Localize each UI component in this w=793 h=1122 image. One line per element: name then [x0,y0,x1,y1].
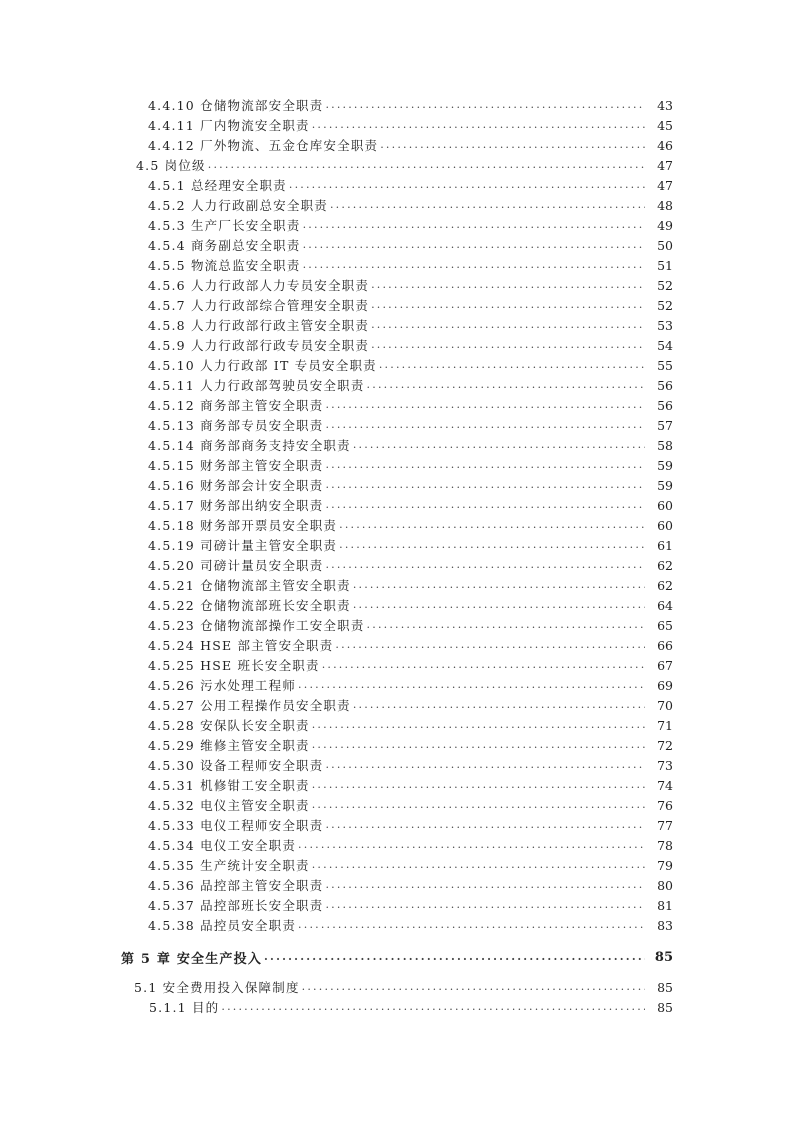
toc-entry-page: 83 [657,917,673,933]
toc-entry[interactable] [0,675,673,695]
toc-entry[interactable] [0,255,673,275]
table-of-contents [0,95,793,1017]
toc-entry[interactable] [0,415,673,435]
toc-leader-dots [208,155,645,175]
toc-leader-dots [221,997,645,1017]
toc-entry[interactable] [0,135,673,155]
toc-leader-dots [325,895,645,915]
toc-leader-dots [325,875,645,895]
toc-entry-label: 4.4.11 厂内物流安全职责 [148,118,310,133]
toc-leader-dots [298,915,645,935]
toc-leader-dots [325,95,645,115]
toc-leader-dots [325,455,645,475]
toc-entry[interactable] [0,855,673,875]
toc-entry-page: 60 [657,517,673,533]
toc-entry-label: 4.5.37 品控部班长安全职责 [148,898,324,913]
toc-entry-label: 4.5.2 人力行政副总安全职责 [148,198,328,213]
toc-leader-dots [312,115,645,135]
toc-leader-dots [325,475,645,495]
toc-section-label: 5.1 安全费用投入保障制度 [134,980,300,995]
toc-entry-label: 4.5.17 财务部出纳安全职责 [148,498,324,513]
toc-leader-dots [303,235,645,255]
toc-subsection-label: 5.1.1 目的 [149,1000,220,1015]
toc-entry-page: 51 [657,257,673,273]
toc-entry-page: 57 [657,417,673,433]
toc-entry-page: 52 [657,297,673,313]
toc-entry[interactable] [0,635,673,655]
toc-entry-label: 4.5.12 商务部主管安全职责 [148,398,324,413]
toc-entry-page: 54 [657,337,673,353]
toc-entry-page: 46 [657,137,673,153]
toc-entry[interactable] [0,915,673,935]
toc-leader-dots [289,175,645,195]
toc-leader-dots [339,535,645,555]
toc-entry[interactable] [0,155,673,175]
toc-section-page: 85 [657,979,673,995]
toc-entry-page: 73 [657,757,673,773]
toc-leader-dots [325,815,645,835]
toc-entry-page: 60 [657,497,673,513]
toc-leader-dots [322,655,645,675]
toc-entry-label: 4.5.9 人力行政部行政专员安全职责 [148,338,370,353]
toc-entry-page: 70 [657,697,673,713]
toc-entry-page: 62 [657,557,673,573]
toc-entry-label: 4.5.22 仓储物流部班长安全职责 [148,598,351,613]
toc-entry-page: 77 [657,817,673,833]
toc-entry-page: 61 [657,537,673,553]
toc-entry[interactable] [0,275,673,295]
toc-leader-dots [303,255,645,275]
toc-entry-page: 74 [657,777,673,793]
toc-entry-page: 48 [657,197,673,213]
toc-entry[interactable] [0,515,673,535]
toc-entry-label: 4.5.4 商务副总安全职责 [148,238,301,253]
toc-chapter-label: 第 5 章 安全生产投入 [121,951,263,967]
toc-entry-label: 4.5.35 生产统计安全职责 [148,858,310,873]
toc-entry[interactable] [0,595,673,615]
toc-leader-dots [312,775,645,795]
toc-entry-label: 4.5.5 物流总监安全职责 [148,258,301,273]
toc-entry-page: 56 [657,397,673,413]
toc-entry-page: 64 [657,597,673,613]
toc-entry-label: 4.5.38 品控员安全职责 [148,918,297,933]
toc-leader-dots [325,415,645,435]
toc-entry-label: 4.5.29 维修主管安全职责 [148,738,310,753]
toc-leader-dots [325,555,645,575]
toc-entry-page: 80 [657,877,673,893]
toc-entry-label: 4.5.3 生产厂长安全职责 [148,218,301,233]
toc-leader-dots [312,735,645,755]
toc-entry-label: 4.5.8 人力行政部行政主管安全职责 [148,318,370,333]
toc-entry-label: 4.5.23 仓储物流部操作工安全职责 [148,618,365,633]
toc-subsection-entry[interactable] [0,997,673,1017]
toc-entry-label: 4.5.26 污水处理工程师 [148,678,297,693]
toc-entry-page: 72 [657,737,673,753]
toc-entry-label: 4.5.6 人力行政部人力专员安全职责 [148,278,370,293]
toc-leader-dots [325,755,645,775]
toc-entry[interactable] [0,195,673,215]
toc-entry[interactable] [0,115,673,135]
toc-entry-page: 65 [657,617,673,633]
toc-entry[interactable] [0,475,673,495]
toc-entry-label: 4.5.32 电仪主管安全职责 [148,798,310,813]
toc-entry-label: 4.5.28 安保队长安全职责 [148,718,310,733]
toc-leader-dots [312,795,645,815]
toc-entry-page: 50 [657,237,673,253]
toc-entry-label: 4.5.34 电仪工安全职责 [148,838,297,853]
toc-entry[interactable] [0,95,673,115]
toc-entry-label: 4.5.31 机修钳工安全职责 [148,778,310,793]
toc-entry-label: 4.4.12 厂外物流、五金仓库安全职责 [148,138,379,153]
toc-entry-page: 76 [657,797,673,813]
toc-leader-dots [371,315,645,335]
toc-entry[interactable] [0,735,673,755]
toc-entry[interactable] [0,335,673,355]
toc-subsection-page: 85 [657,999,673,1015]
toc-entry-label: 4.5.24 HSE 部主管安全职责 [148,638,334,653]
toc-entry[interactable] [0,755,673,775]
toc-leader-dots [298,835,645,855]
toc-entry-page: 71 [657,717,673,733]
toc-leader-dots [312,715,645,735]
toc-leader-dots [353,575,645,595]
toc-entry[interactable] [0,575,673,595]
toc-entry[interactable] [0,555,673,575]
toc-leader-dots [353,695,645,715]
toc-entry[interactable] [0,795,673,815]
toc-entry-page: 59 [657,457,673,473]
toc-entry-page: 69 [657,677,673,693]
toc-leader-dots [325,395,645,415]
toc-entry[interactable] [0,215,673,235]
toc-section-entry[interactable] [0,977,673,997]
toc-entry[interactable] [0,435,673,455]
toc-entry[interactable] [0,395,673,415]
toc-entry-page: 53 [657,317,673,333]
toc-entry-page: 52 [657,277,673,293]
toc-leader-dots [298,675,645,695]
toc-leader-dots [353,435,645,455]
toc-leader-dots [371,275,645,295]
toc-entry-label: 4.5.10 人力行政部 IT 专员安全职责 [148,358,377,373]
toc-entry[interactable] [0,455,673,475]
toc-entry[interactable] [0,775,673,795]
toc-entry-page: 45 [657,117,673,133]
toc-entry-label: 4.5.13 商务部专员安全职责 [148,418,324,433]
toc-entry[interactable] [0,375,673,395]
toc-entry[interactable] [0,355,673,375]
toc-entry-page: 58 [657,437,673,453]
toc-entry-page: 78 [657,837,673,853]
toc-leader-dots [312,855,645,875]
toc-chapter-entry[interactable] [0,947,673,967]
toc-entry-label: 4.5.16 财务部会计安全职责 [148,478,324,493]
toc-leader-dots [335,635,645,655]
toc-entry-label: 4.5.21 仓储物流部主管安全职责 [148,578,351,593]
toc-entry[interactable] [0,895,673,915]
toc-entry[interactable] [0,235,673,255]
toc-leader-dots [371,335,645,355]
toc-entry-label: 4.5.27 公用工程操作员安全职责 [148,698,351,713]
toc-entry-label: 4.5 岗位级 [136,158,206,173]
toc-entry[interactable] [0,695,673,715]
toc-leader-dots [353,595,645,615]
toc-leader-dots [303,215,645,235]
toc-entry-label: 4.5.7 人力行政部综合管理安全职责 [148,298,370,313]
toc-entry[interactable] [0,295,673,315]
toc-entry-page: 66 [657,637,673,653]
toc-entry-page: 55 [657,357,673,373]
toc-entry[interactable] [0,715,673,735]
toc-entry[interactable] [0,835,673,855]
toc-entry-page: 79 [657,857,673,873]
toc-leader-dots [264,947,645,967]
toc-entry-page: 67 [657,657,673,673]
toc-leader-dots [302,977,645,997]
toc-leader-dots [371,295,645,315]
toc-leader-dots [367,375,645,395]
toc-entry-page: 56 [657,377,673,393]
toc-entry-page: 47 [657,157,673,173]
toc-entry[interactable] [0,175,673,195]
toc-entry-label: 4.5.25 HSE 班长安全职责 [148,658,320,673]
toc-leader-dots [330,195,645,215]
toc-leader-dots [379,355,645,375]
toc-entry-page: 59 [657,477,673,493]
toc-entry[interactable] [0,655,673,675]
toc-entry-page: 81 [657,897,673,913]
toc-entry[interactable] [0,875,673,895]
toc-entry[interactable] [0,815,673,835]
toc-entry-label: 4.5.30 设备工程师安全职责 [148,758,324,773]
toc-entry-label: 4.5.1 总经理安全职责 [148,178,287,193]
toc-entry-page: 43 [657,97,673,113]
toc-entry-label: 4.5.18 财务部开票员安全职责 [148,518,338,533]
toc-leader-dots [367,615,645,635]
toc-entry-label: 4.4.10 仓储物流部安全职责 [148,98,324,113]
toc-entry[interactable] [0,615,673,635]
toc-entry[interactable] [0,315,673,335]
toc-entry-label: 4.5.11 人力行政部驾驶员安全职责 [148,378,365,393]
toc-entry-label: 4.5.14 商务部商务支持安全职责 [148,438,351,453]
toc-entry-label: 4.5.15 财务部主管安全职责 [148,458,324,473]
toc-entry[interactable] [0,495,673,515]
toc-leader-dots [380,135,645,155]
toc-entry-page: 47 [657,177,673,193]
toc-leader-dots [325,495,645,515]
toc-entry-label: 4.5.36 品控部主管安全职责 [148,878,324,893]
toc-entry-page: 62 [657,577,673,593]
toc-entry-label: 4.5.20 司磅计量员安全职责 [148,558,324,573]
toc-leader-dots [339,515,645,535]
toc-entry-label: 4.5.33 电仪工程师安全职责 [148,818,324,833]
toc-entry-label: 4.5.19 司磅计量主管安全职责 [148,538,338,553]
toc-chapter-page: 85 [654,949,673,965]
toc-entry[interactable] [0,535,673,555]
toc-entry-page: 49 [657,217,673,233]
